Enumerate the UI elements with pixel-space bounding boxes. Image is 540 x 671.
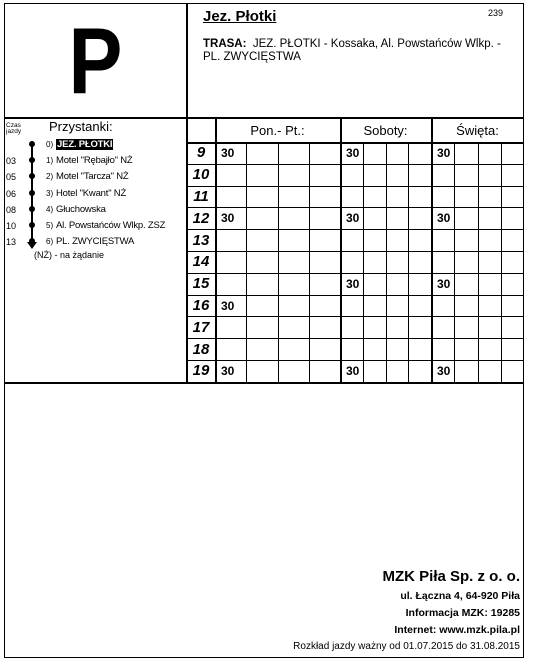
- route-label: TRASA:: [203, 38, 247, 50]
- schedule-column-header: Soboty:: [363, 123, 408, 138]
- hour-cell: 16: [192, 296, 210, 314]
- stop-name: PL. ZWYCIĘSTWA: [56, 236, 135, 248]
- departure-minute: 30: [346, 146, 360, 160]
- row-line: [186, 164, 524, 165]
- stop-dot-icon: [29, 141, 35, 147]
- schedule-header-line: [186, 142, 524, 144]
- hour-cell: 14: [192, 253, 210, 271]
- stop-index: 0): [46, 140, 54, 149]
- info-phone: Informacja MZK: 19285: [405, 607, 520, 619]
- route-text: JEZ. PŁOTKI - Kossaka, Al. Powstańców Wlkp. - PL. ZWYCIĘSTWA: [203, 38, 501, 63]
- line-number: 239: [488, 8, 504, 18]
- departure-minute: 30: [221, 146, 235, 160]
- minute-subcolumn-line: [246, 142, 247, 382]
- departure-minute: 30: [437, 364, 451, 378]
- stop-name: Hotel "Kwant" NŻ: [56, 187, 127, 199]
- stop-index: 5): [46, 221, 54, 230]
- minute-subcolumn-line: [478, 142, 479, 382]
- stop-dot-icon: [29, 206, 35, 212]
- row-line: [186, 316, 524, 317]
- hour-cell: 11: [193, 187, 209, 205]
- row-line: [186, 360, 524, 361]
- stop-index: 4): [46, 204, 54, 214]
- row-line: [186, 186, 524, 187]
- departure-minute: 30: [346, 364, 360, 378]
- on-request-note: (NŻ) - na żądanie: [34, 250, 105, 260]
- stop-name: Głuchowska: [56, 203, 106, 215]
- row-line: [186, 273, 524, 274]
- route-description: [203, 38, 515, 64]
- schedule-column-header: Pon.- Pt.:: [250, 123, 305, 138]
- departure-minute: 30: [346, 211, 360, 226]
- minute-subcolumn-line: [454, 142, 455, 382]
- departure-minute: 30: [437, 146, 451, 160]
- departure-minute: 30: [221, 364, 235, 378]
- stop-time: 05: [6, 172, 17, 183]
- stop-index: 3): [46, 188, 54, 198]
- minute-subcolumn-line: [408, 142, 409, 382]
- hour-column-separator: [215, 117, 217, 382]
- row-line: [186, 338, 524, 339]
- hour-cell: 17: [192, 318, 210, 336]
- travel-time-label: Czas jazdy: [6, 122, 22, 135]
- minute-subcolumn-line: [309, 142, 310, 382]
- company-name: MZK Piła Sp. z o. o.: [382, 568, 520, 585]
- minute-subcolumn-line: [278, 142, 279, 382]
- stop-name: Motel "Rębajło" NŻ: [56, 155, 133, 167]
- stops-title: Przystanki:: [49, 119, 113, 134]
- validity-period: Rozkład jazdy ważny od 01.07.2015 do 31.08.2015: [293, 641, 520, 652]
- group-separator: [431, 117, 433, 382]
- row-line: [186, 207, 524, 208]
- stop-index: 6): [46, 237, 54, 247]
- stop-time: 06: [6, 188, 17, 199]
- hour-cell: 18: [192, 340, 210, 358]
- departure-minute: 30: [437, 276, 451, 291]
- schedule-column-header: Święta:: [456, 123, 499, 138]
- website: Internet: www.mzk.pila.pl: [394, 624, 520, 636]
- stop-dot-icon: [29, 190, 35, 196]
- hour-cell: 12: [192, 209, 210, 227]
- stop-index: 1): [46, 156, 54, 166]
- row-line: [186, 229, 524, 230]
- company-address: ul. Łączna 4, 64-920 Piła: [400, 590, 520, 602]
- parking-sign-letter: P: [68, 8, 123, 113]
- stop-title: Jez. Płotki: [203, 8, 277, 25]
- departure-minute: 30: [437, 211, 451, 226]
- row-line: [186, 295, 524, 296]
- stop-time: 08: [6, 204, 17, 215]
- hour-cell: 10: [192, 166, 210, 184]
- stop-time: 13: [6, 237, 17, 248]
- stop-name: Al. Powstańców Wlkp. ZSZ: [56, 220, 166, 231]
- departure-minute: 30: [221, 298, 235, 313]
- minute-subcolumn-line: [501, 142, 502, 382]
- stop-index: 2): [46, 172, 54, 182]
- stop-dot-icon: [29, 222, 35, 228]
- minute-subcolumn-line: [386, 142, 387, 382]
- departure-minute: 30: [346, 276, 360, 291]
- minute-subcolumn-line: [363, 142, 364, 382]
- hour-cell: 13: [192, 231, 210, 249]
- stop-time: 10: [6, 221, 17, 231]
- row-line: [186, 251, 524, 252]
- hour-cell: 19: [192, 362, 210, 380]
- hour-cell: 9: [196, 144, 206, 162]
- hour-cell: 15: [192, 275, 210, 293]
- stop-name: JEZ. PŁOTKI: [57, 139, 113, 150]
- stop-name: Motel "Tarcza" NŻ: [56, 171, 129, 183]
- departure-minute: 30: [221, 211, 235, 226]
- group-separator: [340, 117, 342, 382]
- stop-time: 03: [6, 156, 17, 167]
- row-line: [186, 382, 524, 383]
